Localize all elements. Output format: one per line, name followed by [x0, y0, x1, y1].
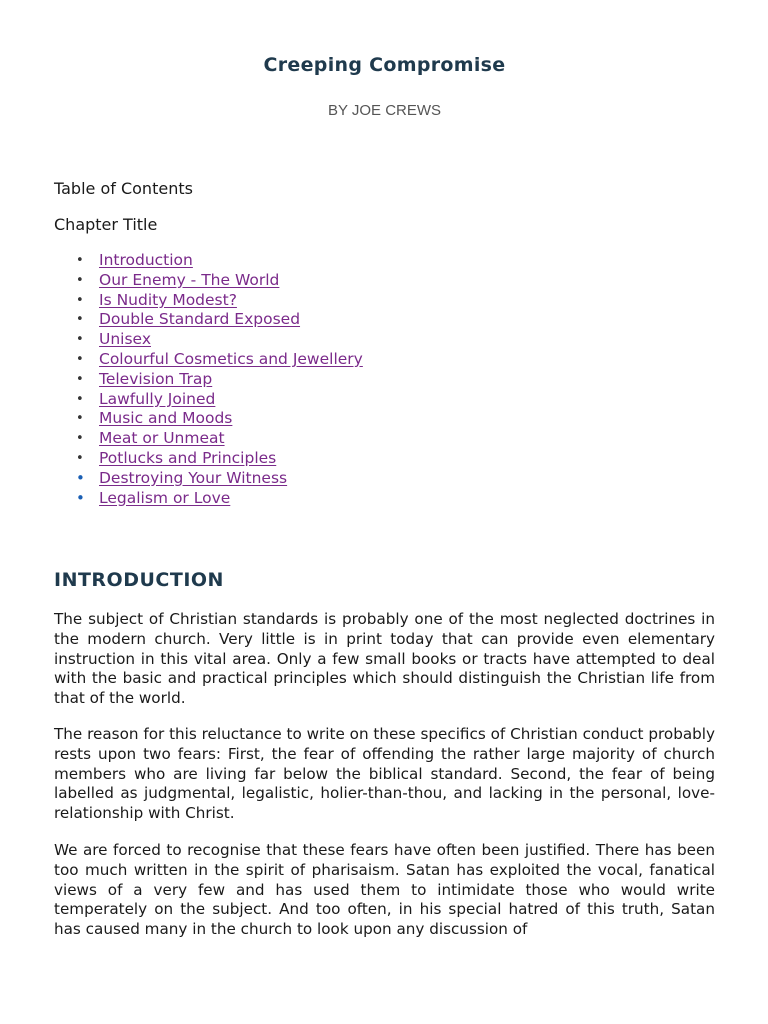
toc-link-lawfully-joined[interactable]: Lawfully Joined	[99, 389, 216, 408]
bullet-icon: •	[76, 272, 84, 288]
toc-item-television-trap	[54, 370, 363, 390]
toc-item-introduction	[54, 251, 363, 271]
bullet-icon: •	[76, 292, 84, 308]
toc-link-double-standard[interactable]: Double Standard Exposed	[99, 310, 301, 329]
bullet-icon: •	[76, 450, 84, 466]
bullet-icon: •	[76, 253, 84, 268]
toc-link-unisex[interactable]: Unisex	[99, 330, 151, 349]
toc-item-lawfully-joined	[54, 390, 363, 410]
toc-link-cosmetics[interactable]: Colourful Cosmetics and Jewellery	[99, 349, 363, 368]
toc-link-nudity-modest[interactable]: Is Nudity Modest?	[99, 290, 237, 309]
toc-item-nudity-modest	[54, 291, 363, 311]
bullet-icon: •	[76, 332, 84, 348]
toc-item-cosmetics	[54, 350, 363, 370]
toc-link-destroying-witness[interactable]: Destroying Your Witness	[99, 468, 288, 487]
chapter-title-heading: Chapter Title	[54, 215, 158, 234]
introduction-paragraph: We are forced to recognise that these fears have often been justified. There has been too much written in the spirit of pharisaism. Satan has exploited the vocal, fanatical views of a very few and has used them to intimidate those who would write temperately on the subject. And too often, in his special hatred of this truth, Satan has caused many in the church to look upon any discussion of	[54, 841, 715, 939]
toc-item-our-enemy	[54, 271, 363, 291]
toc-link-legalism-love[interactable]: Legalism or Love	[99, 488, 231, 507]
introduction-heading: INTRODUCTION	[54, 569, 224, 591]
toc-link-television-trap[interactable]: Television Trap	[99, 369, 213, 388]
introduction-paragraph: The subject of Christian standards is probably one of the most neglected doctrines in the modern church. Very little is in print today that can provide even elementary instruction in this vital area. Only a few small books or tracts have attempted to deal with the basic and practical principles which should distinguish the Christian life from that of the world.	[54, 610, 715, 708]
toc-link-our-enemy[interactable]: Our Enemy - The World	[99, 270, 280, 289]
toc-link-meat-unmeat[interactable]: Meat or Unmeat	[99, 429, 225, 448]
toc-link-potlucks[interactable]: Potlucks and Principles	[99, 448, 277, 467]
toc-item-music-moods	[54, 409, 363, 429]
document-author: BY JOE CREWS	[327, 102, 442, 119]
bullet-icon: •	[76, 371, 84, 387]
toc-item-meat-unmeat	[54, 429, 363, 449]
toc-item-unisex	[54, 330, 363, 350]
toc-link-introduction[interactable]: Introduction	[99, 251, 193, 269]
toc-heading: Table of Contents	[54, 179, 193, 198]
bullet-icon: •	[76, 351, 84, 367]
introduction-paragraph: The reason for this reluctance to write on these specifics of Christian conduct probably rests upon two fears: First, the fear of offending the rather large majority of church members who are living far below the biblical standard. Second, the fear of being labelled as judgmental, legalistic, holier-than-thou, and lacking in the personal, love-relationship with Christ.	[54, 725, 715, 823]
bullet-icon: •	[76, 411, 84, 427]
toc-link-music-moods[interactable]: Music and Moods	[99, 409, 233, 428]
bullet-icon: •	[76, 431, 84, 447]
toc-item-destroying-witness	[54, 469, 363, 489]
bullet-icon: •	[76, 488, 85, 507]
table-of-contents-list	[54, 251, 363, 508]
toc-item-potlucks	[54, 449, 363, 469]
toc-item-legalism-love	[54, 489, 363, 509]
bullet-icon: •	[76, 312, 84, 328]
bullet-icon: •	[76, 468, 85, 487]
bullet-icon: •	[76, 391, 84, 407]
document-title: Creeping Compromise	[263, 54, 506, 76]
toc-item-double-standard	[54, 310, 363, 330]
